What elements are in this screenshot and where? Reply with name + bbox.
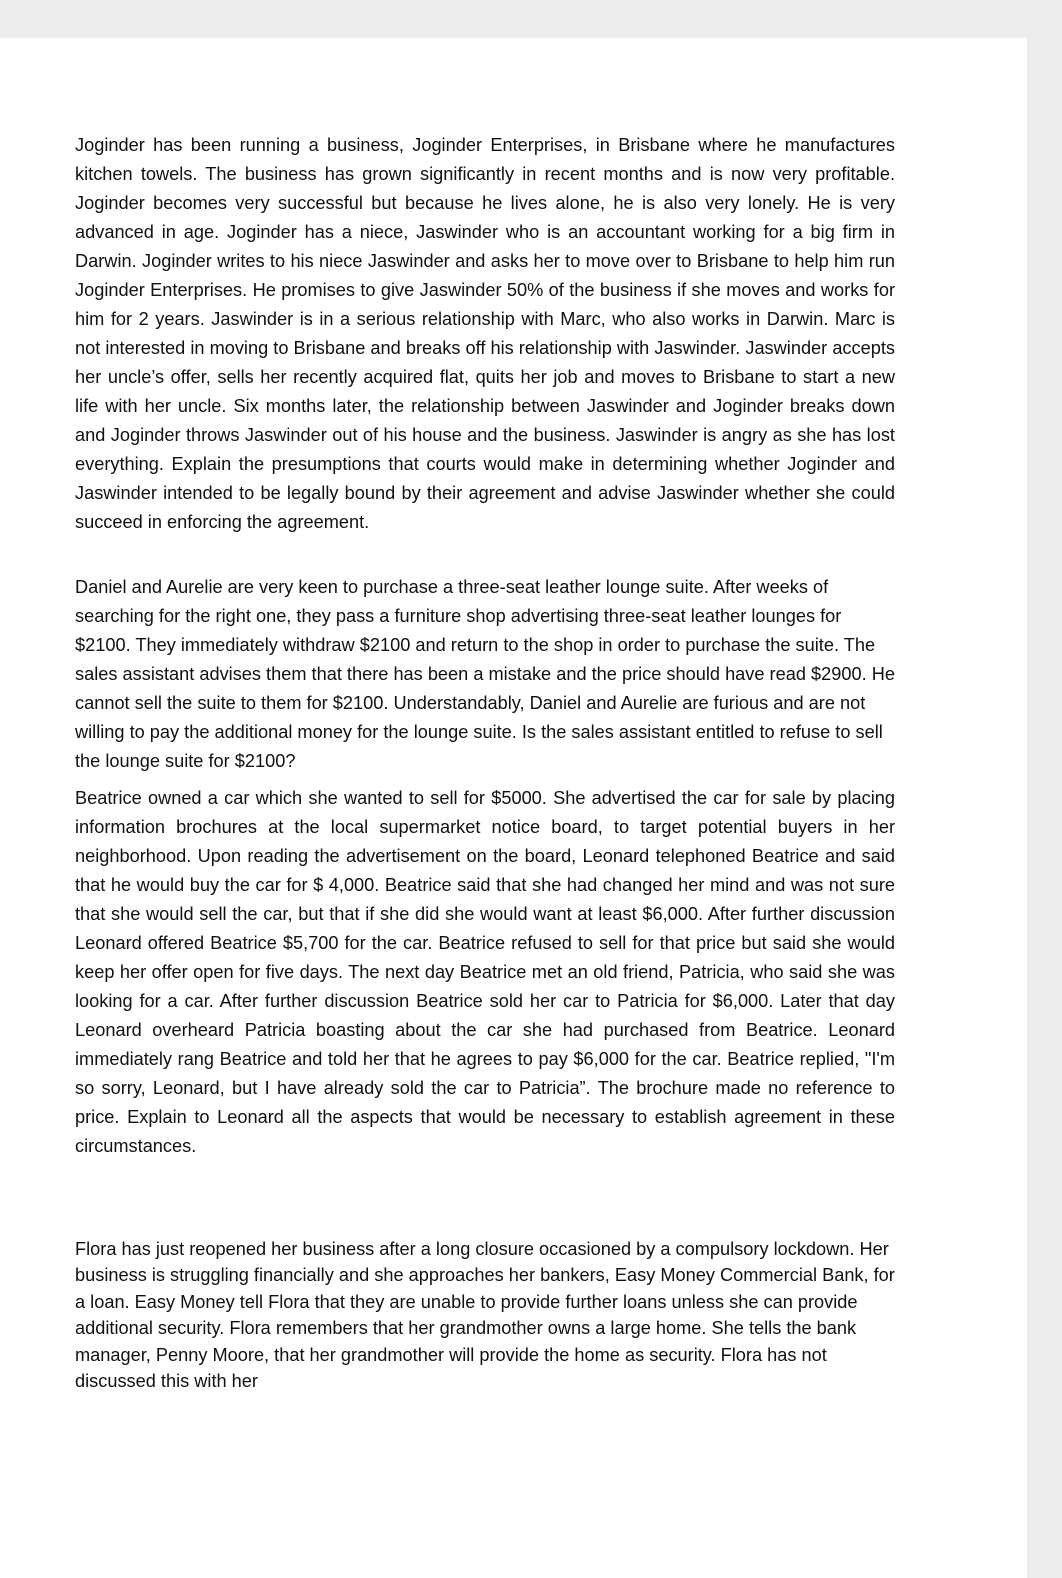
paragraph-flora-loan-scenario: Flora has just reopened her business after a long closure occasioned by a compulsory lockdown. Her business is struggling financially and she approaches her bankers, Easy Money Commercial Bank, for a loan. Easy Money tell Flora that they are unable to provide further loans unless she can provide additional security. Flora remembers that her grandmother owns a large home. She tells the bank manager, Penny Moore, that her grandmother will provide the home as security. Flora has not discussed this with her: [75, 1239, 895, 1392]
paragraph-joginder-scenario: Joginder has been running a business, Joginder Enterprises, in Brisbane where he manufactures kitchen towels. The business has grown significantly in recent months and is now very profitable. Joginder becomes very successful but because he lives alone, he is also very lonely. He is very advanced in age. Joginder has a niece, Jaswinder who is an accountant working for a big firm in Darwin. Joginder writes to his niece Jaswinder and asks her to move over to Brisbane to help him run Joginder Enterprises. He promises to give Jaswinder 50% of the business if she moves and works for him for 2 years. Jaswinder is in a serious relationship with Marc, who also works in Darwin. Marc is not interested in moving to Brisbane and breaks off his relationship with Jaswinder. Jaswinder accepts her uncle’s offer, sells her recently acquired flat, quits her job and moves to Brisbane to start a new life with her uncle. Six months later, the relationship between Jaswinder and Joginder breaks down and Joginder throws Jaswinder out of his house and the business. Jaswinder is angry as she has lost everything. Explain the presumptions that courts would make in determining whether Joginder and Jaswinder intended to be legally bound by their agreement and advise Jaswinder whether she could succeed in enforcing the agreement.: [75, 135, 895, 532]
paragraph-lounge-suite-scenario: Daniel and Aurelie are very keen to purchase a three-seat leather lounge suite. After weeks of searching for the right one, they pass a furniture shop advertising three-seat leather lounges for $2100. They immediately withdraw $2100 and return to the shop in order to purchase the suite. The sales assistant advises them that there has been a mistake and the price should have read $2900. He cannot sell the suite to them for $2100. Understandably, Daniel and Aurelie are furious and are not willing to pay the additional money for the lounge suite. Is the sales assistant entitled to refuse to sell the lounge suite for $2100?: [75, 577, 895, 771]
paragraph-beatrice-car-scenario: Beatrice owned a car which she wanted to sell for $5000. She advertised the car for sale by placing information brochures at the local supermarket notice board, to target potential buyers in her neighborhood. Upon reading the advertisement on the board, Leonard telephoned Beatrice and said that he would buy the car for $ 4,000. Beatrice said that she had changed her mind and was not sure that she would sell the car, but that if she did she would want at least $6,000. After further discussion Leonard offered Beatrice $5,700 for the car. Beatrice refused to sell for that price but said she would keep her offer open for five days. The next day Beatrice met an old friend, Patricia, who said she was looking for a car. After further discussion Beatrice sold her car to Patricia for $6,000. Later that day Leonard overheard Patricia boasting about the car she had purchased from Beatrice. Leonard immediately rang Beatrice and told her that he agrees to pay $6,000 for the car. Beatrice replied, "I'm so sorry, Leonard, but I have already sold the car to Patricia”. The brochure made no reference to price. Explain to Leonard all the aspects that would be necessary to establish agreement in these circumstances.: [75, 788, 895, 1156]
page-edge-shadow: [1027, 0, 1062, 1578]
